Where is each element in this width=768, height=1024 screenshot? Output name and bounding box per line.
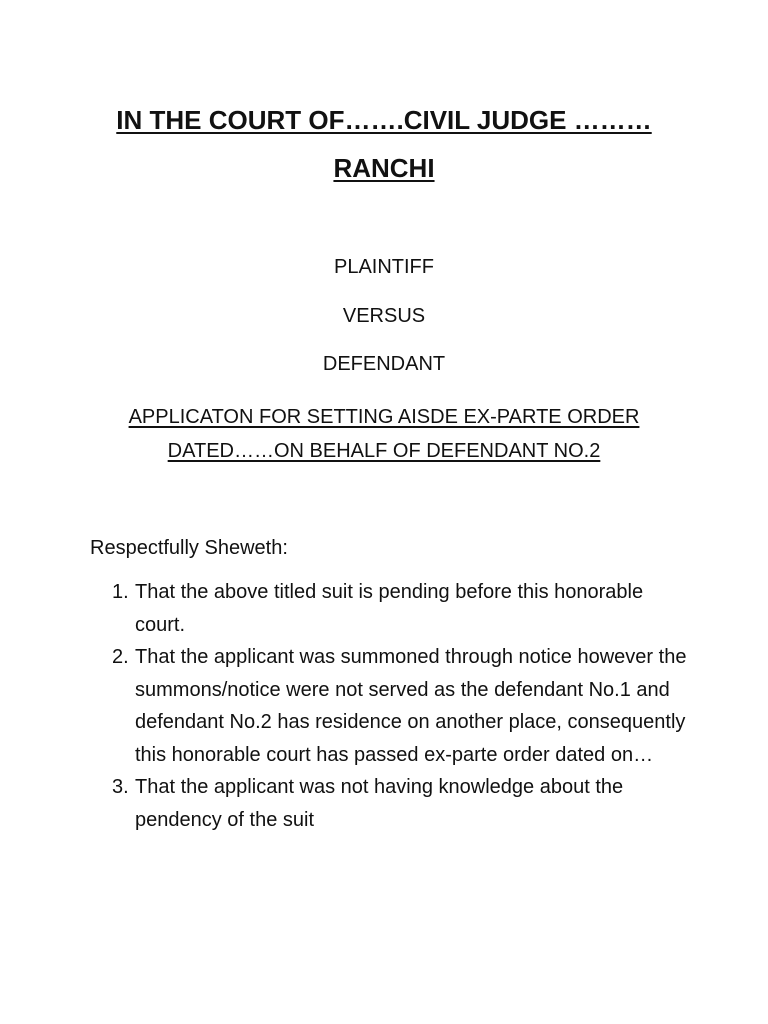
point-text: That the applicant was not having knowledge about the pendency of the suit <box>135 776 624 831</box>
point-text: That the above titled suit is pending before this honorable court. <box>135 581 644 636</box>
numbered-points <box>90 576 690 836</box>
point-text: That the applicant was summoned through notice however the summons/notice were not served as the defendant No.1 and defendant No.2 has residence on another place, consequently this honorable court has passed ex-parte order dated on… <box>135 646 687 766</box>
defendant-label: DEFENDANT <box>322 353 446 375</box>
versus-label: VERSUS <box>342 305 426 327</box>
salutation: Respectfully Sheweth: <box>90 537 288 559</box>
point-item-1 <box>90 576 690 641</box>
court-title: IN THE COURT OF…….CIVIL JUDGE ……… RANCHI <box>116 105 652 183</box>
point-number: 1. <box>112 581 129 603</box>
point-number: 3. <box>112 776 129 798</box>
point-number: 2. <box>112 646 129 668</box>
plaintiff-label: PLAINTIFF <box>333 256 434 278</box>
point-item-3 <box>90 771 690 836</box>
application-subject: APPLICATON FOR SETTING AISDE EX-PARTE ORDER DATED……ON BEHALF OF DEFENDANT NO.2 <box>128 406 640 462</box>
point-item-2 <box>90 641 690 771</box>
